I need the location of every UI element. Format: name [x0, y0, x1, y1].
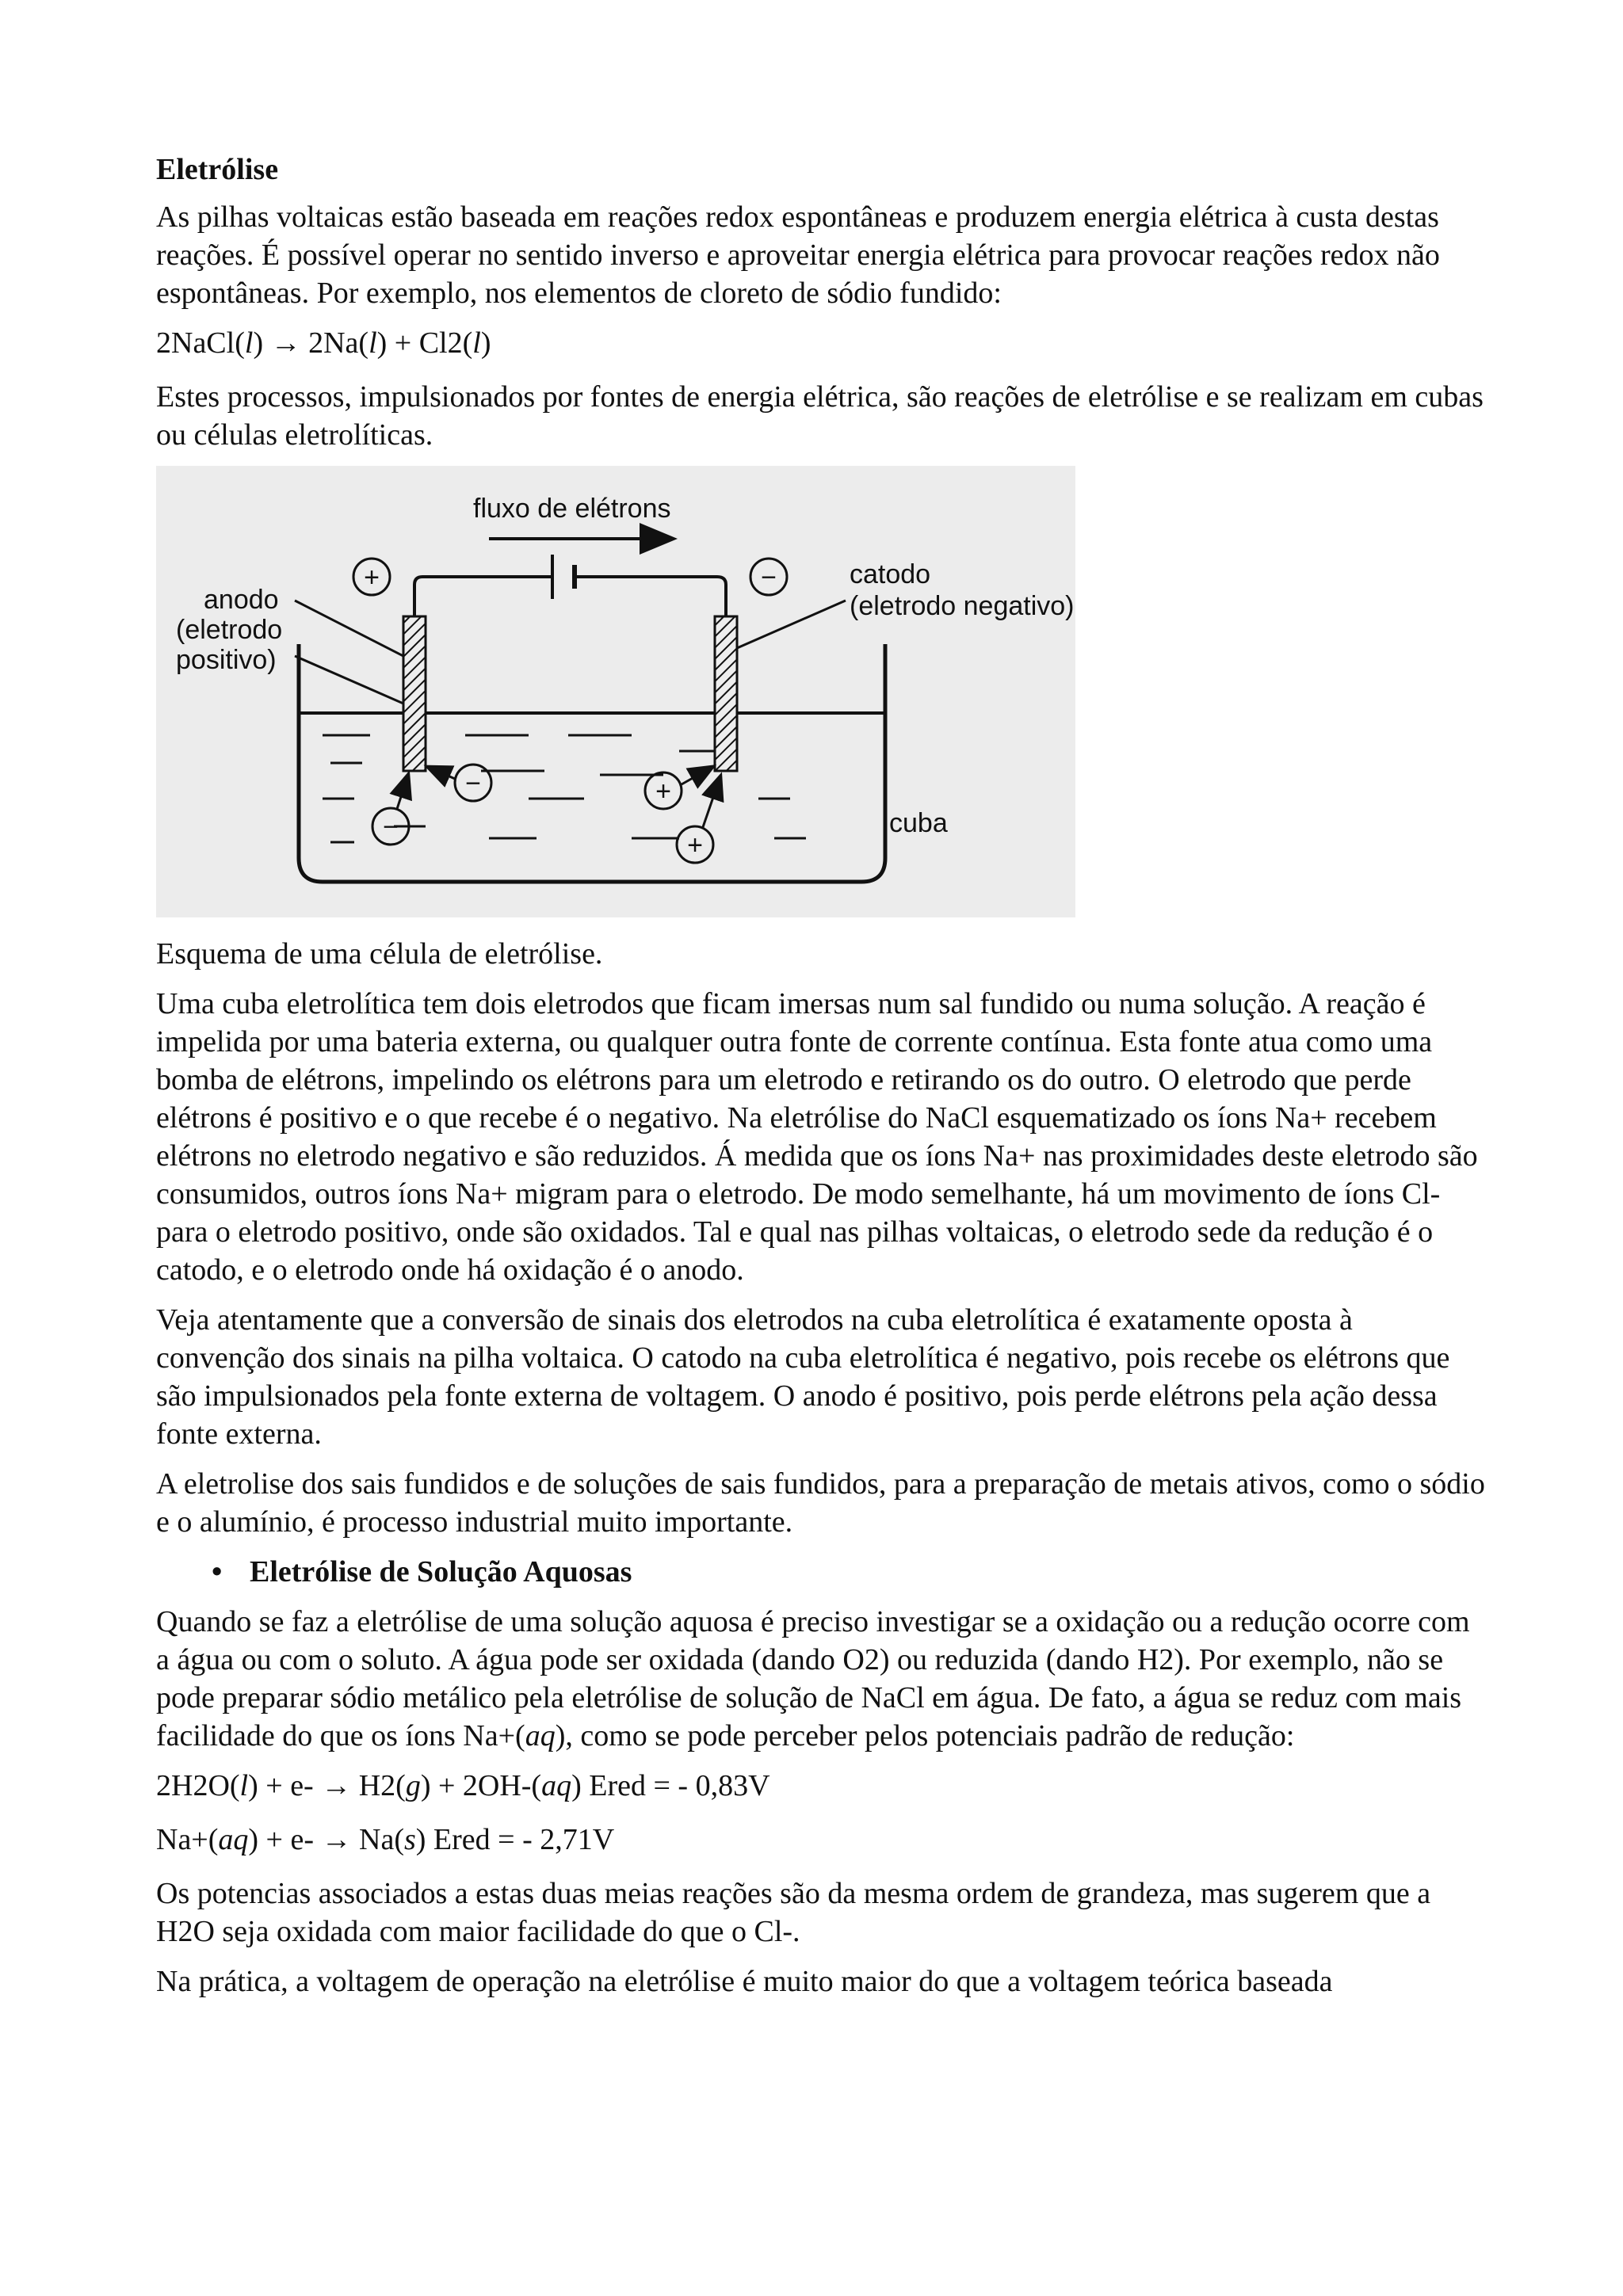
equation-sodium: Na+(aq) + e- → Na(s) Ered = - 2,71V [156, 1823, 615, 1856]
wire-left [414, 577, 552, 616]
bullet-heading-text: Eletrólise de Solução Aquosas [250, 1555, 632, 1589]
paragraph-practice: Na prática, a voltagem de operação na eletrólise é muito maior do que a voltagem teórica baseada [156, 1965, 1333, 1998]
cuba-label: cuba [889, 808, 948, 838]
cation-sign-2: + [687, 830, 703, 860]
paragraph-processes: Estes processos, impulsionados por fontes de energia elétrica, são reações de eletrólise e se realizam em cubas ou células eletrolíticas. [156, 380, 1484, 452]
wire-right [575, 577, 726, 616]
anode-plus-sign: + [364, 563, 380, 593]
bullet-heading [156, 1553, 1487, 1591]
cuba-container [299, 644, 885, 882]
anion-arrow-1 [428, 767, 455, 779]
cathode-electrode [715, 616, 737, 771]
cathode-label-line1: catodo [850, 559, 931, 589]
cation-arrow-2 [703, 776, 720, 827]
paragraph-signs: Veja atentamente que a conversão de sinais dos eletrodos na cuba eletrolítica é exatamente oposta à convenção dos sinais na pilha voltaica. O catodo na cuba eletrolítica é negativo, pois recebe os elétrons que são impulsionados pela fonte externa de voltagem. O anodo é positivo, pois perde elétrons pela ação dessa fonte externa. [156, 1303, 1450, 1451]
anode-pointer-2 [295, 656, 403, 704]
anode-pointer-1 [295, 601, 403, 656]
bullet-mark: • [212, 1555, 223, 1589]
section-title: Eletrólise [156, 153, 279, 186]
figure-caption: Esquema de uma célula de eletrólise. [156, 937, 603, 971]
paragraph-industrial: A eletrolise dos sais fundidos e de soluções de sais fundidos, para a preparação de metais ativos, como o sódio e o alumínio, é processo industrial muito importante. [156, 1467, 1485, 1539]
anode-label-line2: (eletrodo [176, 615, 283, 645]
electrolysis-diagram [156, 466, 1075, 917]
flux-label: fluxo de elétrons [473, 494, 671, 524]
paragraph-potentials: Os potencias associados a estas duas meias reações são da mesma ordem de grandeza, mas sugerem que a H2O seja oxidada com maior facilidade do que o Cl-. [156, 1877, 1431, 1948]
cathode-pointer [737, 601, 846, 648]
equation-water: 2H2O(l) + e- → H2(g) + 2OH-(aq) Ered = - 0,83V [156, 1769, 770, 1802]
document-page [156, 151, 1487, 2012]
anode-label-line3: positivo) [176, 645, 277, 675]
paragraph-aqueous: Quando se faz a eletrólise de uma solução aquosa é preciso investigar se a oxidação ou a redução ocorre com a água ou com o soluto. A água pode ser oxidada (dando O2) ou reduzida (dando H2). Por exemplo, não se pode preparar sódio metálico pela eletrólise de solução de NaCl em água. De fato, a água se reduz com mais facilidade do que os íons Na+(aq), como se pode perceber pelos potenciais padrão de redução: [156, 1605, 1470, 1753]
anion-sign-2: − [383, 812, 399, 842]
equation-nacl: 2NaCl(l) → 2Na(l) + Cl2(l) [156, 326, 491, 360]
paragraph-intro: As pilhas voltaicas estão baseada em reações redox espontâneas e produzem energia elétrica à custa destas reações. É possível operar no sentido inverso e aproveitar energia elétrica para provocar reações redox não espontâneas. Por exemplo, nos elementos de cloreto de sódio fundido: [156, 200, 1440, 310]
cation-arrow-1 [682, 767, 712, 784]
anion-sign-1: − [465, 769, 481, 799]
anode-label-line1: anodo [204, 585, 279, 615]
cathode-minus-sign: − [761, 563, 777, 593]
anion-arrow-2 [397, 775, 408, 809]
cathode-label-line2: (eletrodo negativo) [850, 591, 1075, 621]
paragraph-cuba: Uma cuba eletrolítica tem dois eletrodos que ficam imersas num sal fundido ou numa solução. A reação é impelida por uma bateria externa, ou qualquer outra fonte de corrente contínua. Esta fonte atua como uma bomba de elétrons, impelindo os elétrons para um eletrodo e retirando os do outro. O eletrodo que perde elétrons é positivo e o que recebe é o negativo. Na eletrólise do NaCl esquematizado os íons Na+ recebem elétrons no eletrodo negativo e são reduzidos. Á medida que os íons Na+ nas proximidades deste eletrodo são consumidos, outros íons Na+ migram para o eletrodo. De modo semelhante, há um movimento de íons Cl- para o eletrodo positivo, onde são oxidados. Tal e qual nas pilhas voltaicas, o eletrodo sede da redução é o catodo, e o eletrodo onde há oxidação é o anodo. [156, 987, 1478, 1287]
cation-sign-1: + [655, 776, 671, 807]
anode-electrode [403, 616, 426, 771]
